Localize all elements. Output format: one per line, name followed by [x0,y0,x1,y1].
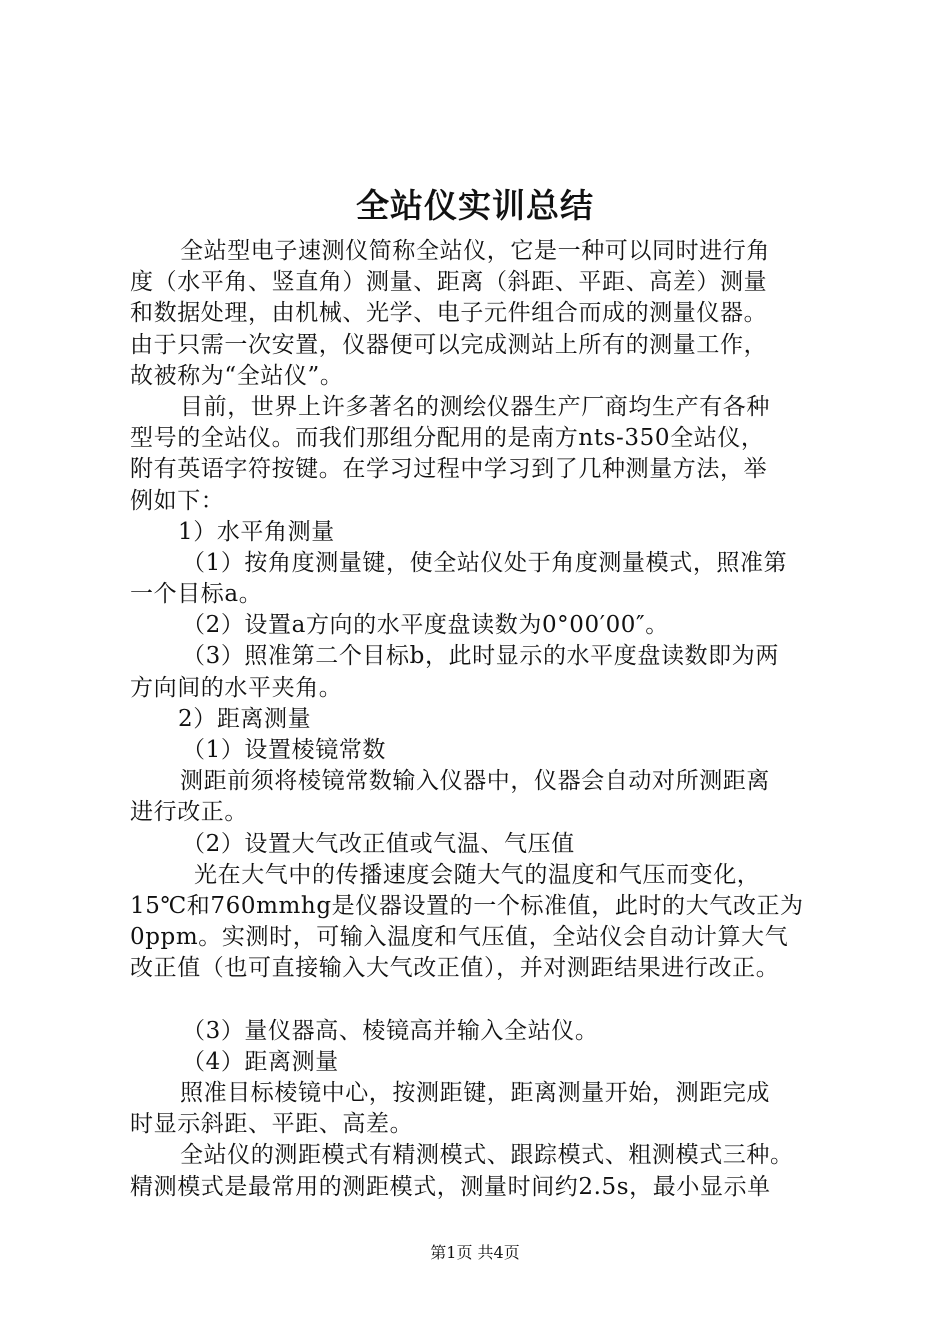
paragraph-line: （1）按角度测量键，使全站仪处于角度测量模式，照准第 [182,549,788,576]
section-heading: 1）水平角测量 [178,518,335,545]
paragraph-line: 照准目标棱镜中心，按测距键，距离测量开始，测距完成 [180,1080,770,1107]
paragraph-line: 度（水平角、竖直角）测量、距离（斜距、平距、高差）测量 [130,269,768,296]
paragraph-line: 全站型电子速测仪简称全站仪，它是一种可以同时进行角 [180,238,770,264]
paragraph-line: 改正值（也可直接输入大气改正值），并对测距结果进行改正。 [130,955,780,982]
paragraph-line: 光在大气中的传播速度会随大气的温度和气压而变化， [194,861,761,888]
paragraph-line: 方向间的水平夹角。 [130,674,343,701]
sub-heading: （4）距离测量 [182,1048,339,1075]
blank-line [130,985,850,1016]
page-footer: 第1页 共4页 [430,1243,520,1262]
paragraph-line: 全站仪的测距模式有精测模式、跟踪模式、粗测模式三种。 [180,1142,794,1169]
paragraph-line: 时显示斜距、平距、高差。 [130,1111,414,1138]
paragraph-line: 由于只需一次安置，仪器便可以完成测站上所有的测量工作， [130,331,768,358]
sub-heading: （2）设置大气改正值或气温、气压值 [182,830,575,857]
paragraph-line: 和数据处理，由机械、光学、电子元件组合而成的测量仪器。 [130,300,768,327]
paragraph-line: 0ppm。实测时，可输入温度和气压值，全站仪会自动计算大气 [130,924,789,951]
paragraph-line: （2）设置a方向的水平度盘读数为0°00′00″。 [182,612,669,639]
section-heading: 2）距离测量 [178,705,312,732]
paragraph-line: 一个目标a。 [130,581,263,608]
paragraph-line: （3）照准第二个目标b，此时显示的水平度盘读数即为两 [182,643,779,670]
sub-heading: （1）设置棱镜常数 [182,737,387,763]
paragraph-line: 故被称为“全站仪”。 [130,362,344,389]
paragraph-line: 例如下： [130,487,225,514]
sub-heading: （3）量仪器高、棱镜高并输入全站仪。 [182,1017,599,1044]
page-title: 全站仪实训总结 [356,186,594,225]
paragraph-line: 目前，世界上许多著名的测绘仪器生产厂商均生产有各种 [180,393,770,420]
paragraph-line: 测距前须将棱镜常数输入仪器中，仪器会自动对所测距离 [180,768,770,795]
paragraph-line: 15℃和760mmhg是仪器设置的一个标准值，此时的大气改正为 [130,892,804,919]
paragraph-line: 附有英语字符按键。在学习过程中学习到了几种测量方法，举 [130,456,768,483]
paragraph-line: 型号的全站仪。而我们那组分配用的是南方nts-350全站仪， [130,425,765,452]
paragraph-line: 进行改正。 [130,799,248,826]
paragraph-line: 精测模式是最常用的测距模式，测量时间约2.5s，最小显示单 [130,1173,771,1200]
body-text [130,236,850,1203]
